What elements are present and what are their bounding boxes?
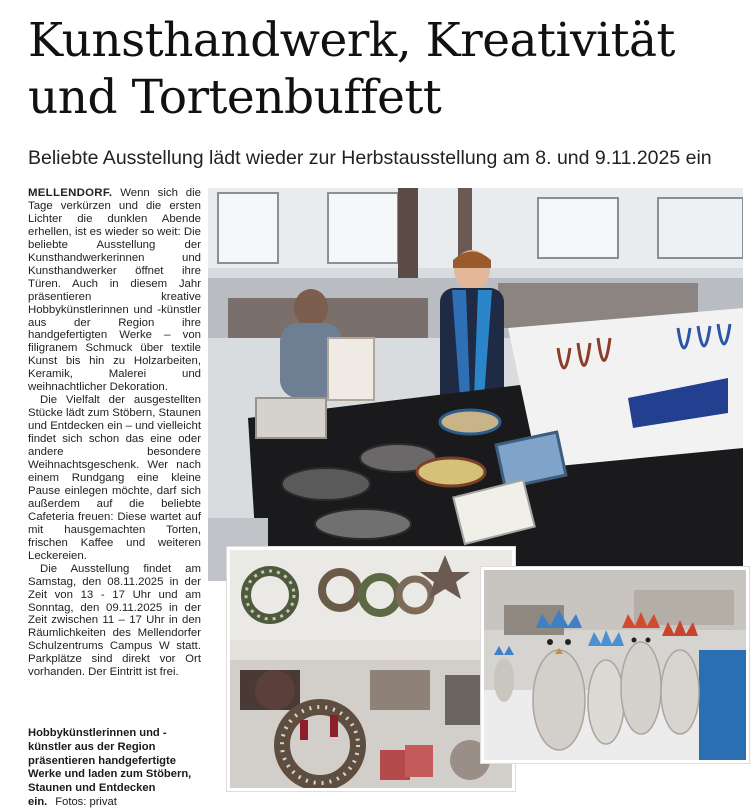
- main-photo-illustration: [208, 188, 743, 581]
- article-dateline: MELLENDORF.: [28, 187, 113, 199]
- photo-caption: [28, 727, 203, 810]
- article-paragraph-3: Die Ausstellung findet am Samstag, den 08.11.2025 in der Zeit von 13 - 17 Uhr und am Sonntag, den 09.11.2025 in der Zeit zwischen 11 – 17 Uhr in den Räumlichkeiten des Mellendorfer Schulzentrums Campus W statt. Parkplätze sind direkt vor Ort vorhanden. Der Eintritt ist frei.: [28, 562, 201, 679]
- photo-credit: Fotos: privat: [55, 795, 117, 808]
- article-headline: Kunsthandwerk, Kreativität und Tortenbuffett: [28, 13, 675, 125]
- wreaths-photo-illustration: [230, 550, 512, 788]
- inset-photo-wreaths: [227, 547, 515, 791]
- article-paragraph-2: Die Vielfalt der ausgestellten Stücke lädt zum Stöbern, Staunen und Entdecken ein – und vielleicht findet sich schon das eine oder andere besondere Weihnachtsgeschenk. Wer nach einem Rundgang eine kleine Pause einlegen möchte, darf sich außerdem auf die beliebte Cafeteria freuen: Diese wartet auf mit hausgemachten Torten, frischen Kaffee und weiteren Leckereien.: [28, 394, 201, 562]
- figures-photo-illustration: [484, 570, 746, 760]
- main-photo-exhibition-hall: [208, 188, 743, 581]
- caption-text: Hobbykünstlerinnen und -künstler aus der Region präsentieren handgefertigte Werke und laden zum Stöbern, Staunen und Entdecken ein.: [28, 727, 192, 808]
- inset-photo-ceramic-figures: [481, 567, 749, 763]
- article-body: [28, 187, 201, 679]
- article-subheadline: Beliebte Ausstellung lädt wieder zur Herbstausstellung am 8. und 9.11.2025 ein: [28, 147, 712, 169]
- article-paragraph-1: [28, 187, 201, 394]
- paragraph-1-text: Wenn sich die Tage verkürzen und die ersten Lichter die dunklen Abende erhellen, ist es wieder so weit: Die beliebte Ausstellung der Kunsthandwerkerinnen und Kunsthandwerker öffnet ihre Türen. Auch in diesem Jahr präsentieren kreative Hobbykünstlerinnen und -künstler aus der Region ihre handgefertigten Werke – von filigranem Schmuck über textile Kunst bis hin zu Holzarbeiten, Keramik, Malerei und weihnachtlicher Dekoration.: [28, 187, 201, 394]
